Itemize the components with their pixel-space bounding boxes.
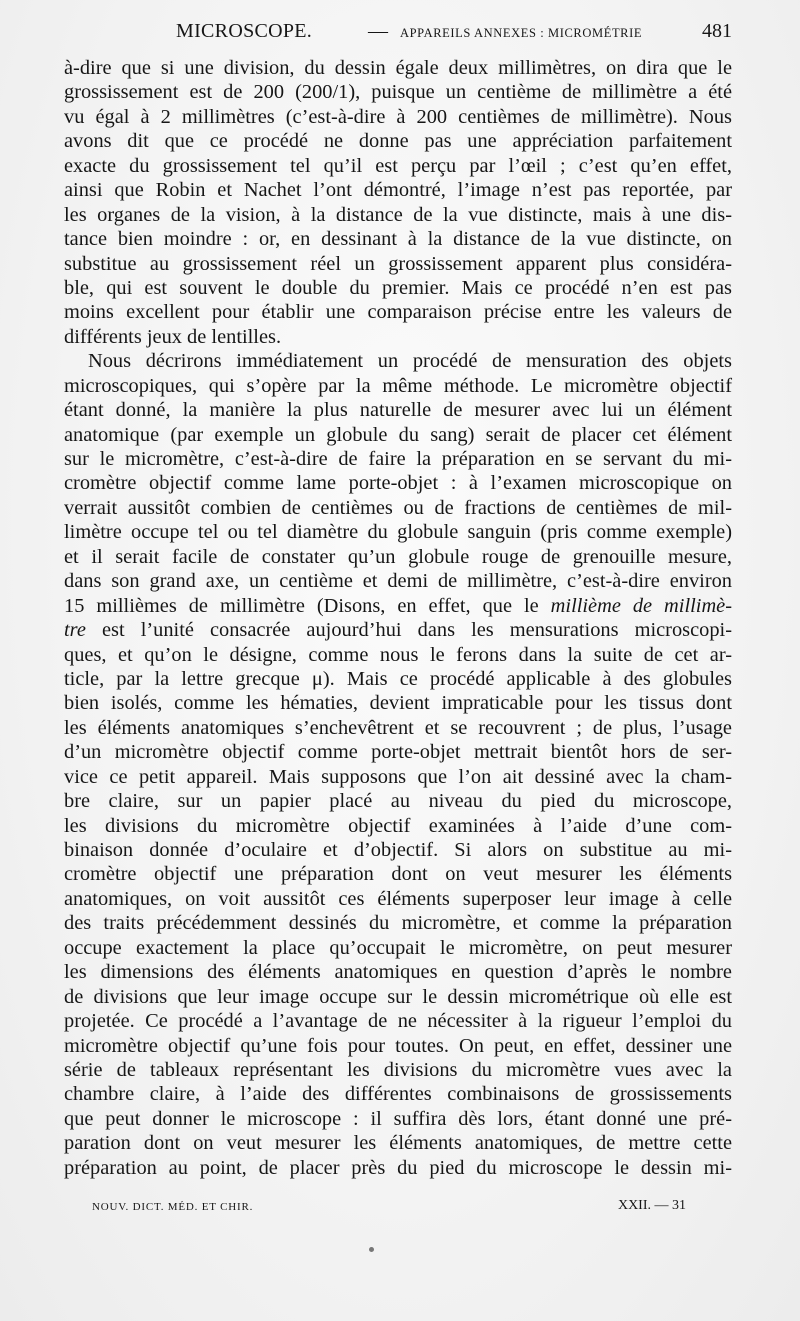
header-title: MICROSCOPE. [176,20,313,42]
text-line: sur le micromètre, c’est-à-dire de faire la préparation en se servant du mi- [64,448,732,470]
text-line: projetée. Ce procédé a l’avantage de ne nécessiter à la rigueur l’emploi du [64,1010,732,1033]
text-line: limètre occupe tel ou tel diamètre du globule sanguin (pris comme exemple) [64,521,732,544]
text-line: tre est l’unité consacrée aujourd’hui dans les mensurations microscopi- [64,619,732,642]
text-line: vice ce petit appareil. Mais supposons que l’on ait dessiné avec la cham- [64,765,732,788]
text-line: les divisions du micromètre objectif examinées à l’aide d’une com- [64,814,732,837]
text-line: différents jeux de lentilles. [64,325,282,348]
text-line: cromètre objectif une préparation dont on veut mesurer les éléments [64,863,732,886]
running-header [64,20,732,46]
body-text [64,56,732,1180]
text-line: les organes de la vision, à la distance de la vue distincte, mais à une dis- [64,203,732,226]
text-line: bre claire, sur un papier placé au niveau du pied du microscope, [64,790,732,813]
text-line: de divisions que leur image occupe sur le dessin micrométrique où elle est [64,985,732,1008]
text-line: paration dont on veut mesurer les éléments anatomiques, de mettre cette [64,1132,732,1155]
text-line: les dimensions des éléments anatomiques en question d’après le nombre [64,961,732,984]
text-line: Nous décrirons immédiatement un procédé de mensuration des objets [88,350,732,373]
text-line: et il serait facile de constater qu’un globule rouge de grenouille mesure, [64,545,732,568]
header-subtitle: APPAREILS ANNEXES : MICROMÉTRIE [400,26,643,40]
text-line: ques, et qu’on le désigne, comme nous le ferons dans la suite de cet ar- [64,643,732,666]
text-line: exacte du grossissement tel qu’il est perçu par l’œil ; c’est qu’en effet, [64,154,732,177]
page-number: 481 [702,20,732,42]
text-line: tance bien moindre : or, en dessinant à la distance de la vue distincte, on [64,228,732,251]
text-line: moins excellent pour établir une comparaison précise entre les valeurs de [64,301,732,324]
text-line: à-dire que si une division, du dessin égale deux millimètres, on dira que le [64,57,732,79]
text-line: 15 millièmes de millimètre (Disons, en effet, que le millième de millimè- [64,594,733,617]
text-line: avons dit que ce procédé ne donne pas une appréciation parfaitement [64,130,732,153]
text-line: grossissement est de 200 (200/1), puisque un centième de millimètre a été [64,81,732,104]
text-line: les éléments anatomiques s’enchevêtrent et se recouvrent ; de plus, l’usage [64,716,732,739]
text-line: anatomique (par exemple un globule du sang) serait de placer cet élément [64,423,732,446]
text-line: binaison donnée d’oculaire et d’objectif. Si alors on substitue au mi- [64,839,732,861]
text-line: ainsi que Robin et Nachet l’ont démontré, l’image n’est pas reportée, par [64,179,732,202]
ink-speck [369,1247,374,1252]
footer-volume: XXII. — 31 [617,1198,686,1213]
text-line: préparation au point, de placer près du pied du microscope le dessin mi- [64,1156,732,1179]
text-line: micromètre objectif qu’une fois pour toutes. On peut, en effet, dessiner une [64,1034,732,1057]
text-line: d’un micromètre objectif comme porte-objet mettrait bientôt hors de ser- [64,741,732,764]
text-line: que peut donner le microscope : il suffira dès lors, étant donné une pré- [64,1107,732,1130]
text-line: ticle, par la lettre grecque μ). Mais ce procédé applicable à des globules [64,667,732,690]
text-line: verrait aussitôt combien de centièmes ou de fractions de centièmes de mil- [64,496,732,519]
text-line: bien isolés, comme les hématies, devient impraticable pour les tissus dont [64,692,732,715]
text-line: chambre claire, à l’aide des différentes combinaisons de grossissements [64,1083,732,1106]
text-line: dans son grand axe, un centième et demi de millimètre, c’est-à-dire environ [64,570,732,593]
footer-signature: NOUV. DICT. MÉD. ET CHIR. [92,1201,254,1213]
text-line: microscopiques, qui s’opère par la même méthode. Le micromètre objectif [64,374,732,397]
text-line: anatomiques, on voit aussitôt ces éléments superposer leur image à celle [64,887,732,910]
header-dash: — [368,20,388,42]
text-line: des traits précédemment dessinés du micromètre, et comme la préparation [64,912,732,935]
page-footer [92,1198,686,1218]
text-line: ble, qui est souvent le double du premier. Mais ce procédé n’en est pas [64,276,732,299]
text-line: série de tableaux représentant les divisions du micromètre vues avec la [64,1058,732,1081]
text-line: vu égal à 2 millimètres (c’est-à-dire à 200 centièmes de millimètre). Nous [64,105,732,128]
text-line: substitue au grossissement réel un grossissement apparent plus considéra- [64,252,732,275]
text-line: étant donné, la manière la plus naturelle de mesurer avec lui un élément [64,399,732,422]
text-line: occupe exactement la place qu’occupait le micromètre, on peut mesurer [64,936,732,959]
text-line: cromètre objectif comme lame porte-objet : à l’examen microscopique on [64,472,732,495]
